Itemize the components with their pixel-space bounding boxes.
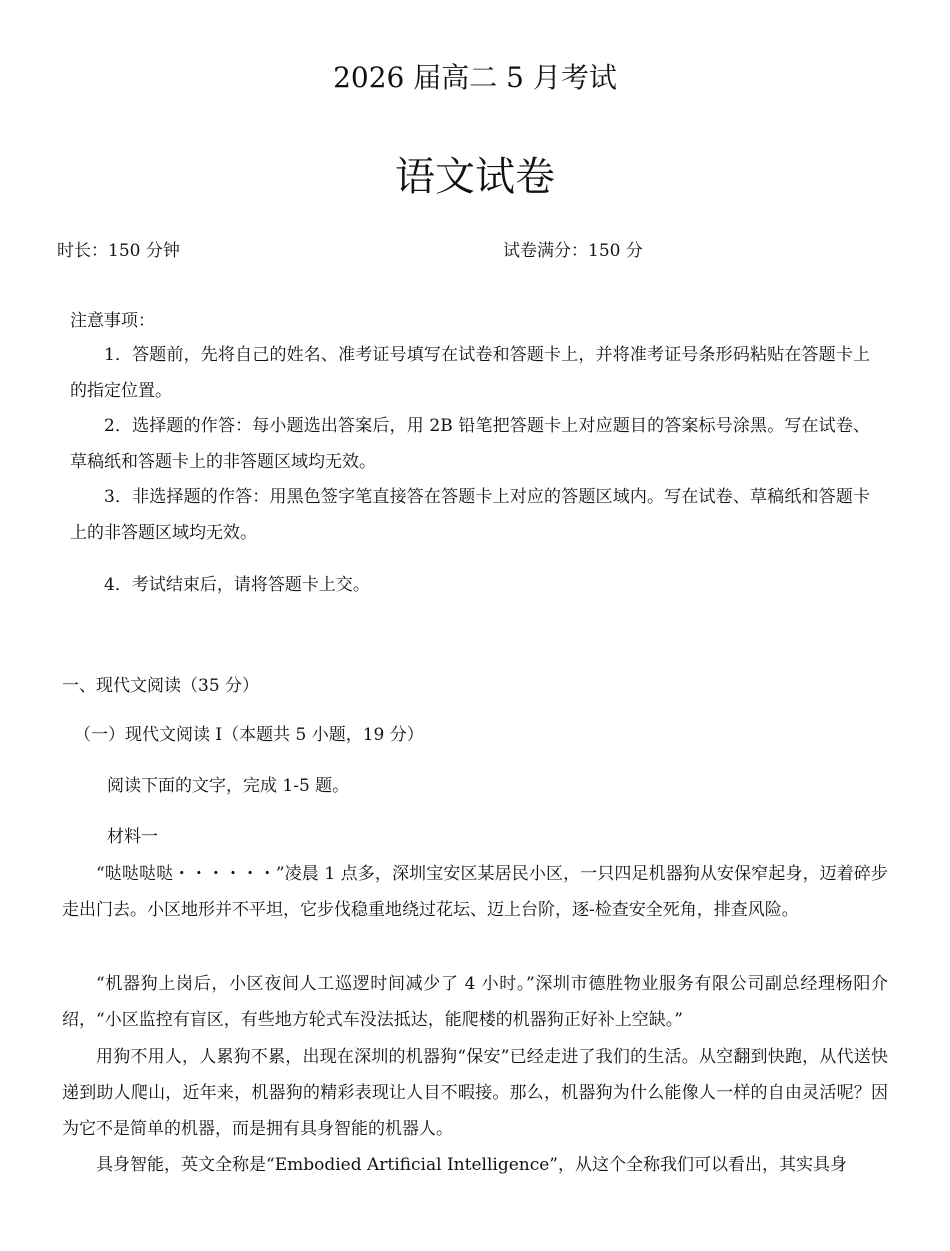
passage-paragraph: 用狗不用人，人累狗不累，出现在深圳的机器狗“保安”已经走进了我们的生活。从空翻到快跑，从代送快递到助人爬山，近年来，机器狗的精彩表现让人目不暇接。那么，机器狗为什么能像人一样的自由灵活呢？因为它不是简单的机器，而是拥有具身智能的机器人。	[62, 1047, 888, 1139]
exam-title: 2026 届高二 5 月考试	[333, 61, 617, 94]
notice-item: 4．考试结束后，请将答题卡上交。	[104, 575, 370, 595]
subject-title: 语文试卷	[395, 154, 555, 200]
notice-item: 2．选择题的作答：每小题选出答案后，用 2B 铅笔把答题卡上对应题目的答案标号涂黑。写在试卷、草稿纸和答题卡上的非答题区域均无效。	[70, 416, 870, 472]
passage-paragraph: “哒哒哒哒・・・・・・”凌晨 1 点多，深圳宝安区某居民小区，一只四足机器狗从安保窄起身，迈着碎步走出门去。小区地形并不平坦，它步伐稳重地绕过花坛、迈上台阶，逐-检查安全死角，排查风险。	[62, 864, 888, 920]
notice-heading: 注意事项：	[70, 311, 155, 331]
subsection-title: （一）现代文阅读 I（本题共 5 小题，19 分）	[74, 725, 424, 745]
passage-paragraph: 具身智能，英文全称是“Embodied Artificial Intelligence”，从这个全称我们可以看出，其实具身	[96, 1155, 847, 1175]
exam-full-score: 试卷满分：150 分	[503, 241, 643, 261]
exam-duration: 时长：150 分钟	[57, 241, 180, 261]
section-title: 一、现代文阅读（35 分）	[62, 676, 260, 696]
reading-instruction: 阅读下面的文字，完成 1-5 题。	[107, 776, 350, 796]
passage-paragraph: “机器狗上岗后，小区夜间人工巡逻时间减少了 4 小时。”深圳市德胜物业服务有限公司副总经理杨阳介绍，“小区监控有盲区，有些地方轮式车没法抵达，能爬楼的机器狗正好补上空缺。”	[62, 974, 888, 1030]
notice-item: 1．答题前，先将自己的姓名、准考证号填写在试卷和答题卡上，并将准考证号条形码粘贴在答题卡上的指定位置。	[70, 345, 870, 401]
material-label: 材料一	[107, 827, 158, 847]
notice-item: 3．非选择题的作答：用黑色签字笔直接答在答题卡上对应的答题区域内。写在试卷、草稿纸和答题卡上的非答题区域均无效。	[70, 487, 870, 543]
